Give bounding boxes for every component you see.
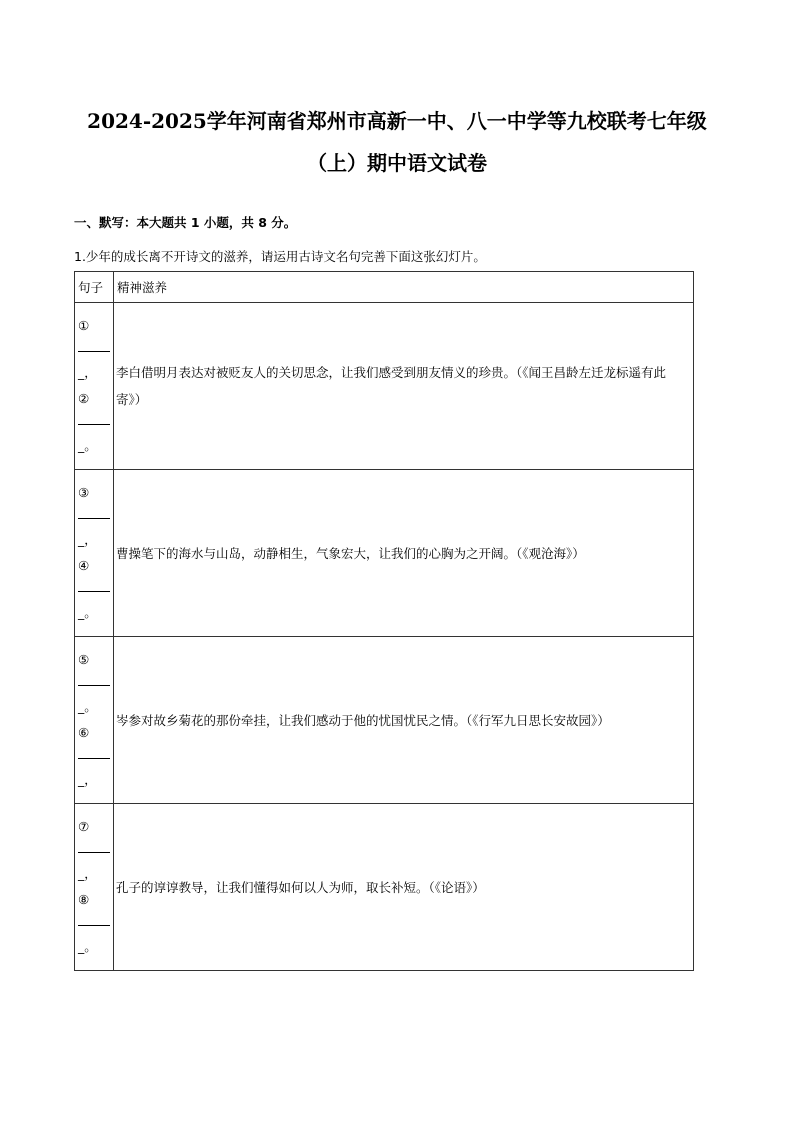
blank-punct: _， xyxy=(78,532,97,547)
blank-punct: _。 xyxy=(78,438,97,453)
blank-cell[interactable] xyxy=(75,470,114,637)
blank-punct: _， xyxy=(78,866,97,881)
description-cell: 曹操笔下的海水与山岛，动静相生，气象宏大，让我们的心胸为之开阔。（《观沧海》） xyxy=(114,470,694,637)
table-row xyxy=(75,637,694,804)
answer-blank[interactable] xyxy=(78,840,110,853)
title-line-1: 2024-2025学年河南省郑州市高新一中、八一中学等九校联考七年级 xyxy=(87,109,707,133)
blank-number: ⑦ xyxy=(78,819,90,834)
answer-blank[interactable] xyxy=(78,579,110,592)
table-row xyxy=(75,303,694,470)
answer-blank[interactable] xyxy=(78,673,110,686)
answer-blank[interactable] xyxy=(78,506,110,519)
blank-number: ③ xyxy=(78,485,90,500)
blank-punct: _。 xyxy=(78,699,97,714)
blank-punct: _。 xyxy=(78,939,97,954)
table-header-row xyxy=(75,272,694,303)
blank-cell[interactable] xyxy=(75,804,114,971)
answer-blank[interactable] xyxy=(78,913,110,926)
title-line-2: （上）期中语文试卷 xyxy=(307,151,487,175)
blank-number: ② xyxy=(78,391,90,406)
section-heading: 一、默写：本大题共 1 小题，共 8 分。 xyxy=(74,215,297,230)
table-row xyxy=(75,804,694,971)
description-cell: 岑参对故乡菊花的那份牵挂，让我们感动于他的忧国忧民之情。（《行军九日思长安故园》） xyxy=(114,637,694,804)
question-text: 1.少年的成长离不开诗文的滋养，请运用古诗文名句完善下面这张幻灯片。 xyxy=(74,249,486,264)
header-sentence: 句子 xyxy=(75,272,114,303)
blank-number: ④ xyxy=(78,558,90,573)
answer-blank[interactable] xyxy=(78,746,110,759)
blank-cell[interactable] xyxy=(75,303,114,470)
blank-punct: _， xyxy=(78,772,97,787)
answer-blank[interactable] xyxy=(78,339,110,352)
blank-number: ⑧ xyxy=(78,892,90,907)
description-cell: 孔子的谆谆教导，让我们懂得如何以人为师，取长补短。（《论语》） xyxy=(114,804,694,971)
blank-number: ⑤ xyxy=(78,652,90,667)
exam-title xyxy=(60,100,734,184)
blank-punct: _。 xyxy=(78,605,97,620)
blank-punct: _， xyxy=(78,365,97,380)
blank-number: ⑥ xyxy=(78,725,90,740)
blank-cell[interactable] xyxy=(75,637,114,804)
table-row xyxy=(75,470,694,637)
blank-number: ① xyxy=(78,318,90,333)
description-cell: 李白借明月表达对被贬友人的关切思念，让我们感受到朋友情义的珍贵。（《闻王昌龄左迁龙标遥有此寄》） xyxy=(114,303,694,470)
slide-table xyxy=(74,271,694,971)
answer-blank[interactable] xyxy=(78,412,110,425)
header-nourishment: 精神滋养 xyxy=(114,272,694,303)
